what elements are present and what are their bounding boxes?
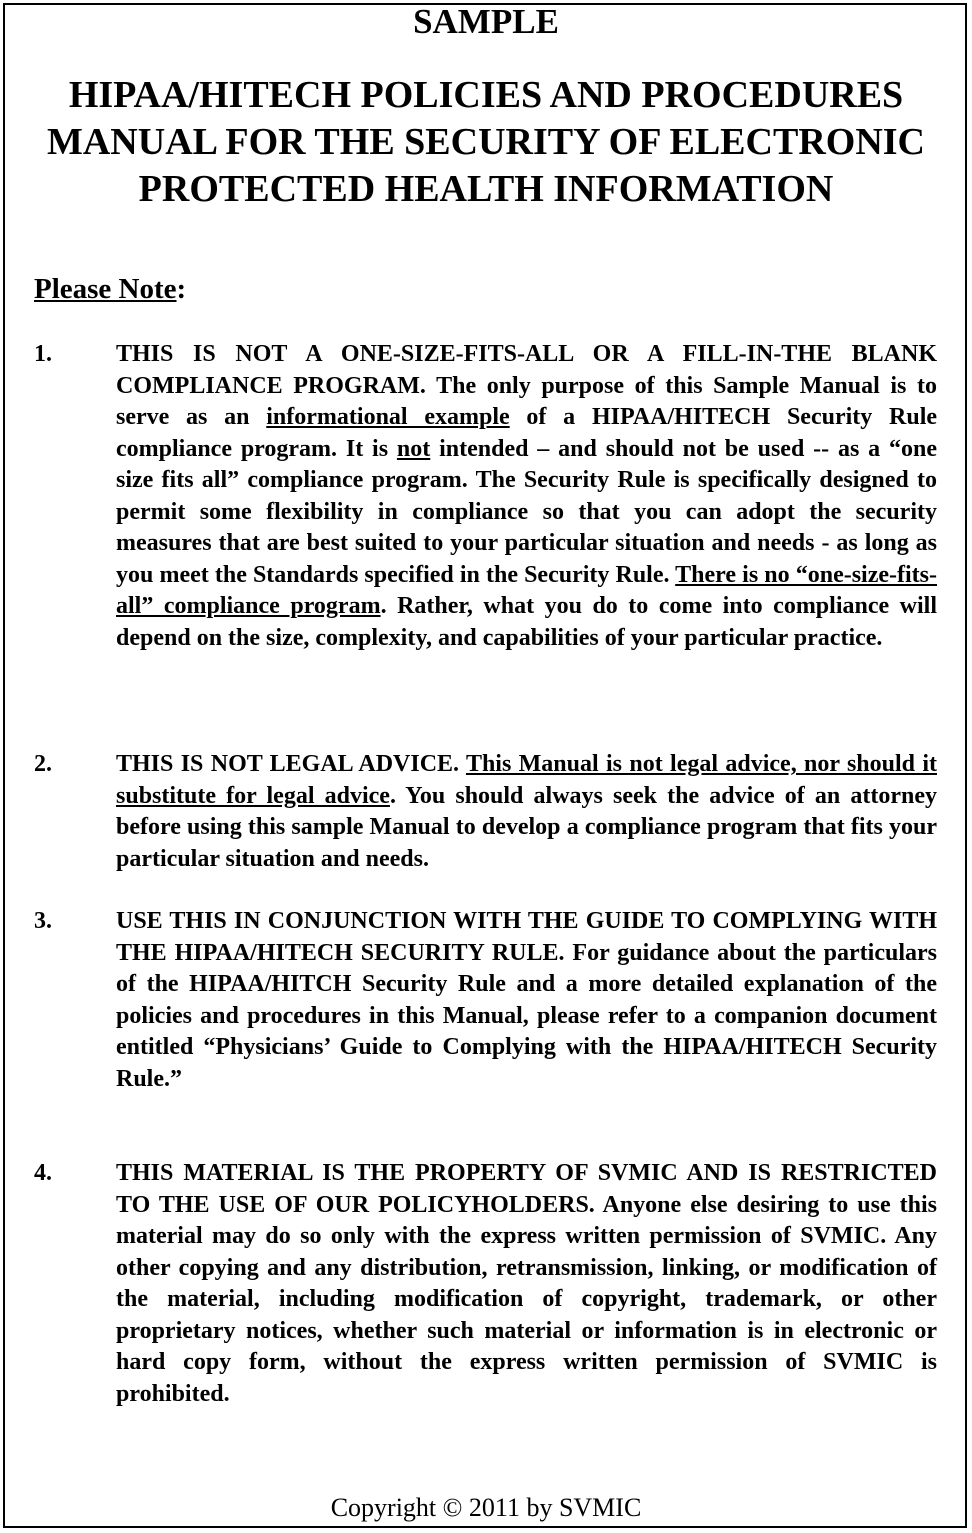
text-segment: . Rather, what you do to come into compliance will depend on the size, complexity, and capabilities of your particular practice. <box>116 593 937 651</box>
document-title <box>0 72 972 213</box>
item-number: 4. <box>34 1160 52 1186</box>
underlined-text: There is no “one-size-fits-all” compliance program <box>116 561 938 619</box>
title-line: PROTECTED HEALTH INFORMATION <box>138 168 834 210</box>
underlined-text: This Manual is not legal advice, nor should it substitute for legal advice <box>116 751 937 809</box>
text-segment: THIS IS NOT A ONE-SIZE-FITS-ALL OR A FILL-IN-THE BLANK COMPLIANCE PROGRAM. The only purpose of this Sample Manual is to serve as an <box>116 341 937 430</box>
title-line: HIPAA/HITECH POLICIES AND PROCEDURES <box>68 74 904 116</box>
please-note-colon: : <box>176 273 187 305</box>
underlined-text: informational example <box>266 404 510 430</box>
sample-label: SAMPLE <box>413 2 559 41</box>
item-text <box>116 339 937 654</box>
item-text <box>116 906 937 1095</box>
underlined-text: not <box>396 435 431 462</box>
text-segment: of a HIPAA/HITECH Security Rule compliance program. It is <box>116 404 938 462</box>
copyright-footer: Copyright © 2011 by SVMIC <box>330 1493 642 1522</box>
text-segment: THIS IS NOT LEGAL ADVICE. <box>116 751 466 777</box>
text-segment: intended – and should not be used -- as a “one size fits all” compliance program. The Security Rule is specifically designed to permit some flexibility in compliance so that you can adopt the security measures that are best suited to your particular situation and needs - as long as you meet the Standards specified in the Security Rule. <box>116 435 938 588</box>
item-text <box>116 749 937 875</box>
item-text <box>116 1158 937 1410</box>
text-segment: THIS MATERIAL IS THE PROPERTY OF SVMIC AND IS RESTRICTED TO THE USE OF OUR POLICYHOLDERS. Anyone else desiring to use this material may do so only with the express written permission of SVMIC. Any other copying and any distribution, retransmission, linking, or modification of the material, including modification of copyright, trademark, or other proprietary notices, whether such material or information is in electronic or hard copy form, without the express written permission of SVMIC is prohibited. <box>116 1160 937 1407</box>
text-segment: USE THIS IN CONJUNCTION WITH THE GUIDE TO COMPLYING WITH THE HIPAA/HITECH SECURITY RULE. For guidance about the particulars of the HIPAA/HITCH Security Rule and a more detailed explanation of the policies and procedures in this Manual, please refer to a companion document entitled “Physicians’ Guide to Complying with the HIPAA/HITECH Security Rule.” <box>116 908 937 1092</box>
item-number: 1. <box>34 341 52 367</box>
please-note-heading <box>34 272 186 306</box>
item-number: 3. <box>34 908 52 934</box>
text-segment: . You should always seek the advice of an attorney before using this sample Manual to develop a compliance program that fits your particular situation and needs. <box>116 782 937 872</box>
item-number: 2. <box>34 751 52 777</box>
please-note-label: Please Note <box>34 273 177 305</box>
title-line: MANUAL FOR THE SECURITY OF ELECTRONIC <box>47 121 925 163</box>
